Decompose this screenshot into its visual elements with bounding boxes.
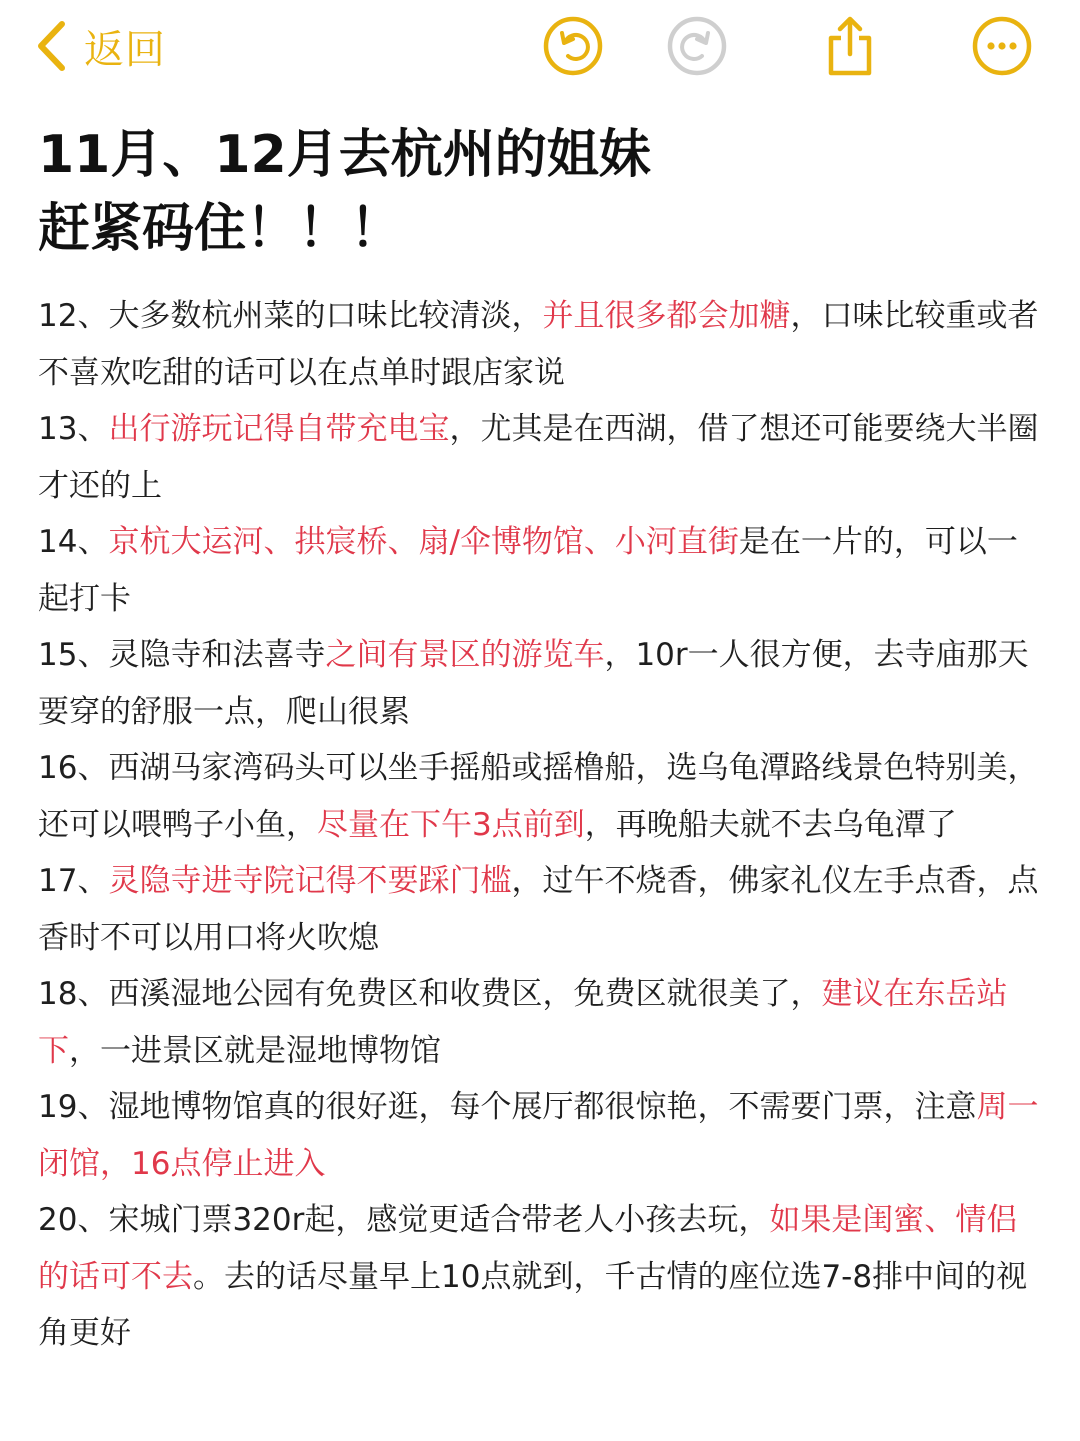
tip-text: 14、: [38, 524, 109, 560]
tip-text: 19、湿地博物馆真的很好逛，每个展厅都很惊艳，不需要门票，注意: [38, 1089, 977, 1125]
tip-item: [38, 1192, 1048, 1362]
highlighted-text: 尽量在下午3点前到: [317, 806, 585, 843]
undo-button[interactable]: [541, 14, 605, 78]
more-icon: [970, 14, 1034, 78]
tip-item: [38, 627, 1048, 740]
highlighted-text: 京杭大运河、拱宸桥、扇/伞博物馆、小河直街: [108, 524, 739, 560]
note-toolbar: [0, 0, 1080, 95]
highlighted-text: 建议在东岳站下: [38, 976, 1008, 1069]
tip-text: ，口味比较重或者不喜欢吃甜的话可以在点单时跟店家说: [38, 298, 1039, 391]
note-title: [38, 118, 1048, 266]
redo-button[interactable]: [665, 14, 729, 78]
tip-text: 20、宋城门票320r起，感觉更适合带老人小孩去玩，: [38, 1202, 770, 1238]
tips-list: [38, 288, 1048, 1362]
share-icon: [818, 14, 882, 78]
tip-text: 16、西湖马家湾码头可以坐手摇船或摇橹船，选乌龟潭路线景色特别美，还可以喂鸭子小鱼，: [38, 750, 1039, 843]
highlighted-text: 出行游玩记得自带充电宝: [108, 411, 450, 447]
tip-item: [38, 1079, 1048, 1192]
tip-text: 。去的话尽量早上10点就到，千古情的座位选7-8排中间的视角更好: [38, 1258, 1028, 1351]
tip-item: [38, 288, 1048, 401]
tip-text: 18、西溪湿地公园有免费区和收费区，免费区就很美了，: [38, 976, 822, 1012]
tip-text: 12、大多数杭州菜的口味比较清淡，: [38, 298, 543, 334]
title-line-1: 11月、12月去杭州的姐妹: [38, 125, 651, 185]
highlighted-text: 灵隐寺进寺院记得不要踩门槛: [108, 863, 512, 899]
tip-text: 是在一片的，可以一起打卡: [38, 524, 1018, 617]
back-label: 返回: [84, 26, 166, 73]
undo-icon: [541, 14, 605, 78]
tip-text: ，一进景区就是湿地博物馆: [69, 1032, 441, 1069]
share-button[interactable]: [818, 14, 882, 78]
tip-item: [38, 853, 1048, 966]
tip-text: ，尤其是在西湖，借了想还可能要绕大半圈才还的上: [38, 411, 1039, 504]
tip-text: ，再晚船夫就不去乌龟潭了: [584, 806, 957, 843]
tip-item: [38, 966, 1048, 1079]
more-button[interactable]: [970, 14, 1034, 78]
tip-text: 17、: [38, 863, 109, 899]
back-button[interactable]: [36, 20, 166, 72]
tip-text: 13、: [38, 411, 109, 447]
highlighted-text: 如果是闺蜜、情侣的话可不去: [38, 1202, 1018, 1295]
tip-text: ，10r一人很方便，去寺庙那天要穿的舒服一点，爬山很累: [38, 637, 1029, 730]
note-content[interactable]: [38, 118, 1048, 1362]
redo-icon: [665, 14, 729, 78]
tip-text: ，过午不烧香，佛家礼仪左手点香，点香时不可以用口将火吹熄: [38, 863, 1039, 956]
tip-item: [38, 514, 1048, 627]
tip-item: [38, 740, 1048, 853]
title-line-2: 赶紧码住！！！: [38, 199, 403, 259]
highlighted-text: 周一闭馆，16点停止进入: [38, 1089, 1039, 1182]
highlighted-text: 之间有景区的游览车: [325, 637, 605, 673]
tip-item: [38, 401, 1048, 514]
tip-text: 15、灵隐寺和法喜寺: [38, 637, 326, 673]
chevron-left-icon: [36, 20, 66, 72]
highlighted-text: 并且很多都会加糖: [542, 298, 791, 334]
